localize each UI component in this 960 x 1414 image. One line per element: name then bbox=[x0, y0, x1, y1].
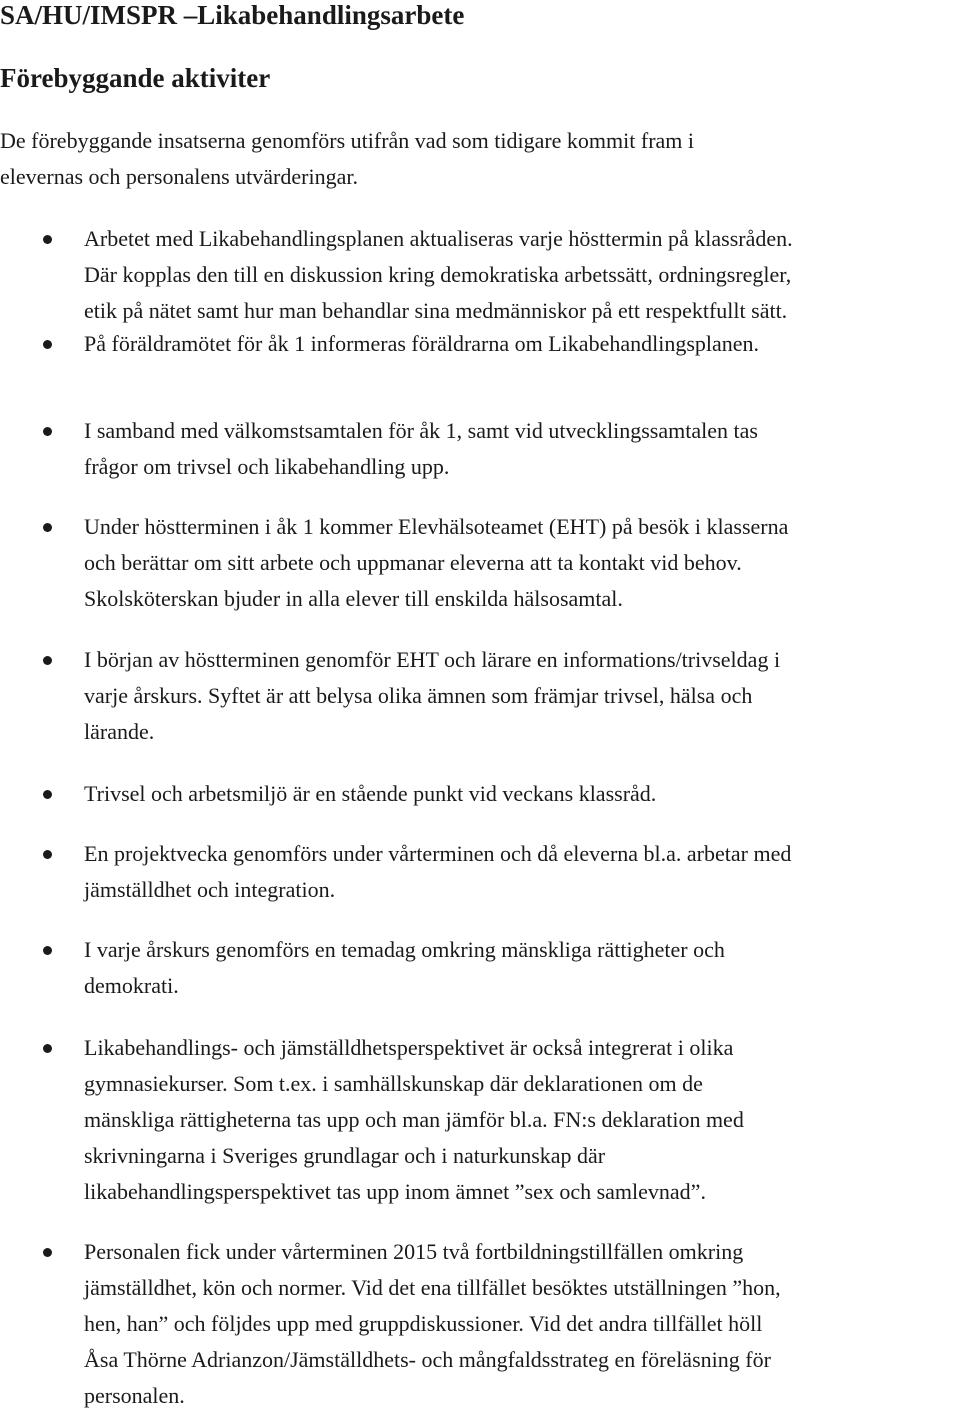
list-item-text bbox=[84, 326, 759, 362]
intro-paragraph bbox=[0, 123, 925, 195]
text-line: Likabehandlings- och jämställdhetsperspektivet är också integrerat i olika bbox=[84, 1035, 734, 1060]
text-line: En projektvecka genomförs under vårterminen och då eleverna bl.a. arbetar med bbox=[84, 841, 792, 866]
text-line: Skolsköterskan bjuder in alla elever till enskilda hälsosamtal. bbox=[84, 586, 623, 611]
list-item-text bbox=[84, 836, 791, 908]
list-item-text bbox=[84, 413, 758, 485]
text-line: skrivningarna i Sveriges grundlagar och i naturkunskap där bbox=[84, 1143, 606, 1168]
text-line: På föräldramötet för åk 1 informeras föräldrarna om Likabehandlingsplanen. bbox=[84, 331, 760, 356]
text-line: och berättar om sitt arbete och uppmanar eleverna att ta kontakt vid behov. bbox=[84, 550, 742, 575]
text-line: hen, han” och följdes upp med gruppdiskussioner. Vid det andra tillfället höll bbox=[84, 1311, 763, 1336]
text-line: Arbetet med Likabehandlingsplanen aktualiseras varje hösttermin på klassråden. bbox=[84, 226, 793, 251]
bullet-icon bbox=[43, 946, 52, 955]
text-line: Under höstterminen i åk 1 kommer Elevhälsoteamet (EHT) på besök i klasserna bbox=[84, 514, 789, 539]
list-item-text bbox=[84, 509, 788, 617]
text-line: Åsa Thörne Adrianzon/Jämställdhets- och mångfaldsstrateg en föreläsning för bbox=[84, 1347, 771, 1372]
bullet-icon bbox=[43, 523, 52, 532]
text-line: I början av höstterminen genomför EHT och lärare en informations/trivseldag i bbox=[84, 647, 781, 672]
text-line: varje årskurs. Syftet är att belysa olika ämnen som främjar trivsel, hälsa och bbox=[84, 683, 753, 708]
list-item-text bbox=[84, 776, 656, 812]
text-line: likabehandlingsperspektivet tas upp inom ämnet ”sex och samlevnad”. bbox=[84, 1179, 706, 1204]
text-line: I samband med välkomstsamtalen för åk 1, samt vid utvecklingssamtalen tas bbox=[84, 418, 758, 443]
bullet-icon bbox=[43, 235, 52, 244]
text-line: Där kopplas den till en diskussion kring demokratiska arbetssätt, ordningsregler, bbox=[84, 262, 792, 287]
bullet-icon bbox=[43, 427, 52, 436]
list-item-text bbox=[84, 1234, 781, 1414]
text-line: gymnasiekurser. Som t.ex. i samhällskunskap där deklarationen om de bbox=[84, 1071, 703, 1096]
list-item-text bbox=[84, 932, 725, 1004]
bullet-icon bbox=[43, 656, 52, 665]
bullet-icon bbox=[43, 340, 52, 349]
bullet-icon bbox=[43, 1248, 52, 1257]
text-line: Personalen fick under vårterminen 2015 två fortbildningstillfällen omkring bbox=[84, 1239, 744, 1264]
list-item-text bbox=[84, 221, 793, 329]
section-title: Förebyggande aktiviter bbox=[0, 63, 271, 93]
bullet-icon bbox=[43, 1044, 52, 1053]
text-line: demokrati. bbox=[84, 973, 179, 998]
bullet-icon bbox=[43, 790, 52, 799]
text-line: frågor om trivsel och likabehandling upp. bbox=[84, 454, 450, 479]
text-line: Trivsel och arbetsmiljö är en stående punkt vid veckans klassråd. bbox=[84, 781, 657, 806]
text-line: I varje årskurs genomförs en temadag omkring mänskliga rättigheter och bbox=[84, 937, 725, 962]
text-line: lärande. bbox=[84, 719, 155, 744]
text-line: jämställdhet och integration. bbox=[84, 877, 336, 902]
text-line: jämställdhet, kön och normer. Vid det ena tillfället besöktes utställningen ”hon, bbox=[84, 1275, 781, 1300]
text-line: etik på nätet samt hur man behandlar sina medmänniskor på ett respektfullt sätt. bbox=[84, 298, 788, 323]
bullet-icon bbox=[43, 850, 52, 859]
document-title: SA/HU/IMSPR –Likabehandlingsarbete bbox=[0, 0, 465, 30]
intro-line: elevernas och personalens utvärderingar. bbox=[0, 164, 358, 189]
text-line: personalen. bbox=[84, 1383, 185, 1408]
text-line: mänskliga rättigheterna tas upp och man jämför bl.a. FN:s deklaration med bbox=[84, 1107, 744, 1132]
list-item-text bbox=[84, 642, 780, 750]
list-item-text bbox=[84, 1030, 744, 1210]
intro-line: De förebyggande insatserna genomförs utifrån vad som tidigare kommit fram i bbox=[0, 128, 695, 153]
